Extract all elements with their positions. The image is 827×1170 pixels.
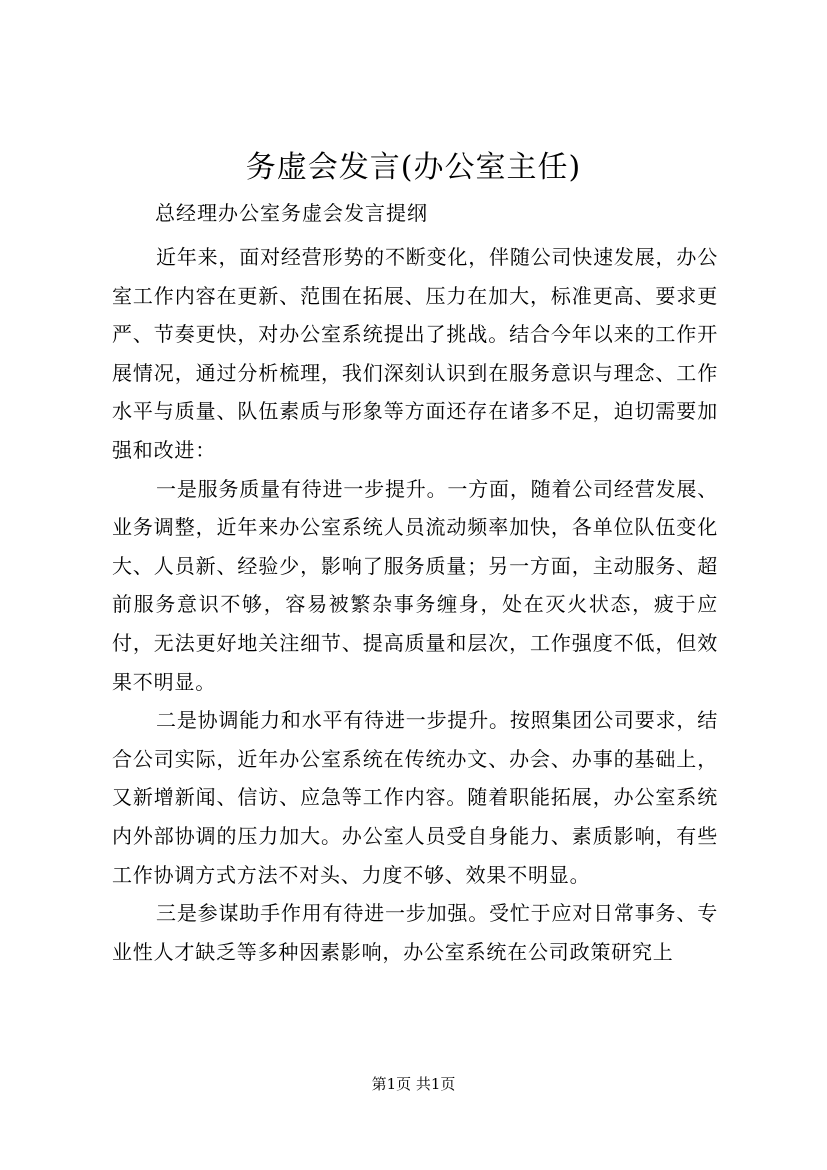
paragraph-service-quality: 一是服务质量有待进一步提升。一方面，随着公司经营发展、业务调整，近年来办公室系统人员流动频率加快，各单位队伍变化大、人员新、经验少，影响了服务质量；另一方面，主动服务、超前服务意识不够，容易被繁杂事务缠身，处在灭火状态，疲于应付，无法更好地关注细节、提高质量和层次，工作强度不低，但效果不明显。 — [112, 476, 718, 694]
paragraph-advisory-role: 三是参谋助手作用有待进一步加强。受忙于应对日常事务、专业性人才缺乏等多种因素影响，办公室系统在公司政策研究上 — [112, 901, 718, 964]
document-subtitle: 总经理办公室务虚会发言提纲 — [155, 201, 428, 225]
paragraph-coordination: 二是协调能力和水平有待进一步提升。按照集团公司要求，结合公司实际，近年办公室系统在传统办文、办会、办事的基础上，又新增新闻、信访、应急等工作内容。随着职能拓展，办公室系统内外部协调的压力加大。办公室人员受自身能力、素质影响，有些工作协调方式方法不对头、力度不够、效果不明显。 — [112, 708, 718, 887]
document-body — [112, 238, 718, 971]
document-title: 务虚会发言(办公室主任) — [245, 150, 582, 185]
page-footer: 第1页 共1页 — [371, 1075, 456, 1093]
paragraph-intro: 近年来，面对经营形势的不断变化，伴随公司快速发展，办公室工作内容在更新、范围在拓展、压力在加大，标准更高、要求更严、节奏更快，对办公室系统提出了挑战。结合今年以来的工作开展情况，通过分析梳理，我们深刻认识到在服务意识与理念、工作水平与质量、队伍素质与形象等方面还存在诸多不足，迫切需要加强和改进： — [112, 245, 718, 462]
